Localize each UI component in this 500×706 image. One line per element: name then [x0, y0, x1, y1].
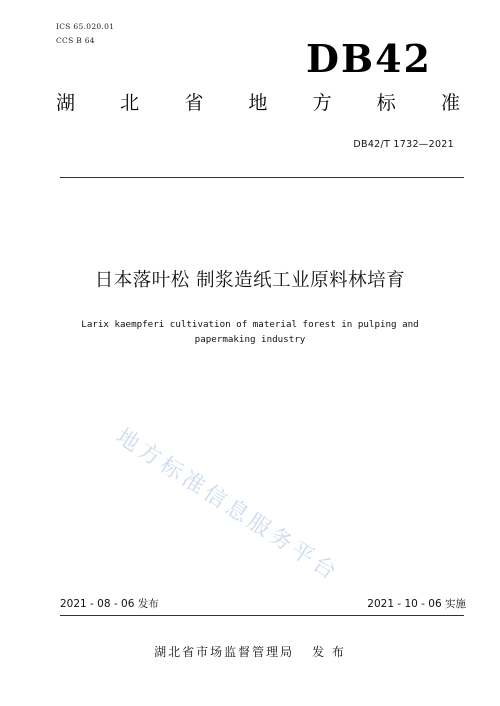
heading-char: 方 — [312, 92, 332, 114]
province-standard-heading — [56, 94, 460, 113]
heading-char: 北 — [120, 92, 140, 114]
heading-char: 省 — [184, 92, 204, 114]
watermark: 地方标准信息服务平台 — [111, 424, 344, 587]
standard-number: DB42/T 1732—2021 — [353, 139, 454, 150]
publisher-line — [0, 643, 500, 660]
top-divider — [60, 177, 464, 178]
ics-code: ICS 65.020.01 — [56, 22, 115, 31]
standard-logo: DB42 — [306, 36, 432, 81]
bottom-divider — [60, 615, 464, 616]
heading-char: 地 — [248, 92, 268, 114]
heading-char: 标 — [376, 92, 396, 114]
document-title-english: Larix kaempferi cultivation of material forest in pulping and papermaking industry — [81, 319, 419, 345]
heading-char: 湖 — [56, 92, 76, 114]
ccs-code: CCS B 64 — [56, 36, 95, 45]
document-title-chinese: 日本落叶松 制浆造纸工业原料林培育 — [94, 270, 406, 291]
implementation-date: 2021 - 10 - 06 实施 — [367, 598, 466, 610]
issue-date: 2021 - 08 - 06 发布 — [60, 598, 159, 610]
publisher-name: 湖北省市场监督管理局 — [154, 645, 295, 659]
publish-action: 发 布 — [312, 645, 346, 659]
heading-char: 准 — [440, 92, 460, 114]
